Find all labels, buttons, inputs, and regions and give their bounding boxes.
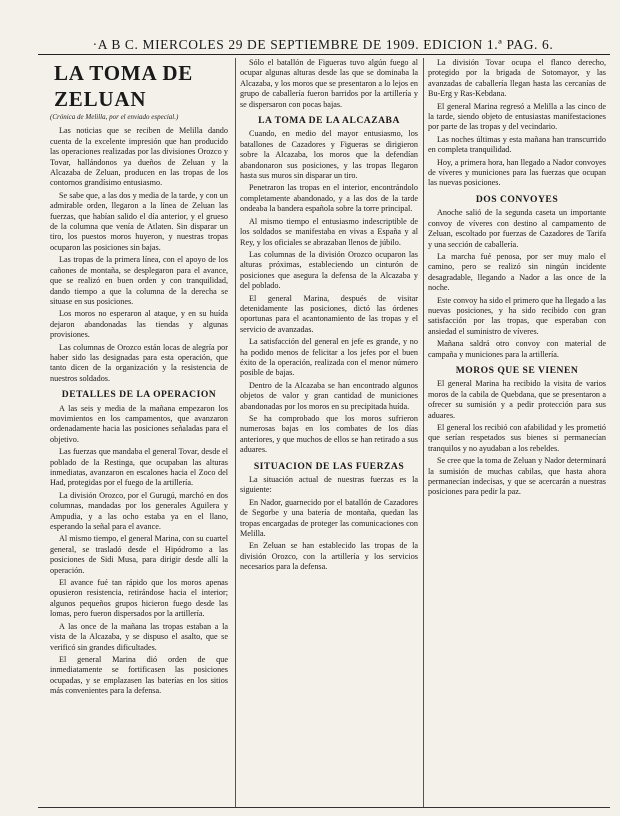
paragraph: Los moros no esperaron al ataque, y en su huída dejaron abandonadas las tiendas y algunas provisiones. bbox=[50, 309, 228, 340]
masthead: ·A B C. MIERCOLES 29 DE SEPTIEMBRE DE 1909. EDICION 1.ª PAG. 6. bbox=[92, 37, 554, 52]
column-divider bbox=[423, 58, 424, 808]
article-title: LA TOMA DE ZELUAN bbox=[54, 61, 194, 111]
paragraph: A las once de la mañana las tropas estaban a la vista de la Alcazaba, y se dispuso el asalto, que se verificó sin grandes dificultades. bbox=[50, 621, 228, 652]
paragraph: El general Marina ha recibido la visita de varios moros de la cabila de Quebdana, que se presentaron a ofrecer su sumisión y a pedir protección para sus aduares. bbox=[428, 379, 606, 420]
paragraph: El avance fué tan rápido que los moros apenas opusieron resistencia, retirándose hacia el interior; algunos pequeños grupos hicieron fuego desde las lomas, pero fueron dispersados por la artillería. bbox=[50, 578, 228, 619]
article-byline: (Crónica de Melilla, por el enviado especial.) bbox=[50, 113, 179, 121]
paragraph: La división Tovar ocupa el flanco derecho, protegido por la brigada de Sotomayor, y las avanzadas de caballería llegan hasta las cercanías de Bu-Erg y Ras-Kebdana. bbox=[428, 58, 606, 99]
paragraph: La división Orozco, por el Gurugú, marchó en dos columnas, mandadas por los generales Aguilera y Ampudia, y a las ocho estaba ya en el llano, esperando la señal para el avance. bbox=[50, 490, 228, 532]
paragraph: Se sabe que, a las dos y media de la tarde, y con un admirable orden, llegaron a la línea de Zeluan las fuerzas, que habían salido el día anterior, y el grueso de la columna que venía de Atlaten. Sin disparar un tiro, los puestos moros huyeron, y nuestras tropas ocuparon las posiciones sin bajas. bbox=[50, 190, 228, 252]
masthead-rule bbox=[38, 54, 610, 55]
paragraph: Las tropas de la primera línea, con el apoyo de los cañones de montaña, se desplegaron para el avance, que se realizó en buen orden y con tranquilidad, dando tiempo a que la columna de la derecha se situase en sus posiciones. bbox=[50, 255, 228, 306]
paragraph: La marcha fué penosa, por ser muy malo el camino, pero se realizó sin ningún incidente desagradable, llegando a Nador a las once de la noche. bbox=[428, 251, 606, 293]
section-heading: DETALLES DE LA OPERACION bbox=[61, 389, 217, 401]
paragraph: El general los recibió con afabilidad y les prometió que serían respetados sus bienes si permanecían tranquilos y no ayudaban a los rebeldes. bbox=[428, 423, 606, 453]
paragraph: Hoy, a primera hora, han llegado a Nador convoyes de víveres y municiones para las fuerzas que ocupan las nuevas posiciones. bbox=[428, 157, 606, 188]
paragraph: Sólo el batallón de Figueras tuvo algún fuego al ocupar algunas alturas desde las que se dominaba la Alcazaba, y los moros que se presentaron a lo lejos en grupo de caballería fueron barridos por la artillería y se dispersaron con pocas bajas. bbox=[240, 58, 418, 109]
paragraph: Dentro de la Alcazaba se han encontrado algunos objetos de valor y gran cantidad de municiones abandonadas por los moros en su precipitada huída. bbox=[240, 380, 418, 411]
paragraph: El general Marina, después de visitar detenidamente las posiciones, dictó las órdenes oportunas para el acantonamiento de las tropas y el servicio de avanzadas. bbox=[240, 293, 418, 334]
column-1 bbox=[50, 58, 228, 806]
paragraph: Las columnas de Orozco están locas de alegría por haber sido las designadas para esta operación, que tanto dicen de la organización y la resistencia de nuestros soldados. bbox=[50, 342, 228, 383]
paragraph: En Zeluan se han establecido las tropas de la división Orozco, con la artillería y los servicios necesarios para la defensa. bbox=[240, 541, 418, 572]
paragraph: Las noches últimas y esta mañana han transcurrido en completa tranquilidad. bbox=[428, 134, 606, 155]
paragraph: Cuando, en medio del mayor entusiasmo, los batallones de Cazadores y Figueras se dirigieron sobre la Alcazaba, los moros que la defendían abandonaron sus posiciones, y las tropas llegaron hasta sus muros sin disparar un tiro. bbox=[240, 129, 418, 181]
paragraph: Anoche salió de la segunda caseta un importante convoy de víveres con destino al campamento de Zeluan, escoltado por fuerzas de Cazadores de Tarifa y una sección de caballería. bbox=[428, 208, 606, 249]
paragraph: Se ha comprobado que los moros sufrieron numerosas bajas en los combates de los días anteriores, y que muchos de ellos se han retirado a sus aduares. bbox=[240, 414, 418, 455]
paragraph: Las columnas de la división Orozco ocuparon las alturas próximas, estableciendo un cinturón de posiciones que asegura la defensa de la Alcazaba y del poblado. bbox=[240, 249, 418, 291]
paragraph: La satisfacción del general en jefe es grande, y no ha podido menos de felicitar a los jefes por el buen éxito de la operación, realizada con el menor número posible de bajas. bbox=[240, 337, 418, 378]
section-heading: MOROS QUE SE VIENEN bbox=[455, 364, 579, 376]
paragraph: Mañana saldrá otro convoy con material de campaña y municiones para la artillería. bbox=[428, 339, 606, 359]
paragraph: Al mismo tiempo, el general Marina, con su cuartel general, se trasladó desde el Hipódromo a las posiciones de Sidi Musa, para dirigir desde allí la operación. bbox=[50, 534, 228, 575]
column-2 bbox=[240, 58, 418, 806]
paragraph: Al mismo tiempo el entusiasmo indescriptible de los soldados se manifestaba en vivas a España y al Rey, y los oficiales se abrazaban llenos de júbilo. bbox=[240, 216, 418, 247]
paragraph: Este convoy ha sido el primero que ha llegado a las nuevas posiciones, y ha sido recibido con gran satisfacción por las tropas, que esperaban con ansiedad el suministro de víveres. bbox=[428, 295, 606, 336]
paragraph: Se cree que la toma de Zeluan y Nador determinará la sumisión de muchas cabilas, que hasta ahora permanecían indecisas, y que se acercarán a nuestras posiciones para pedir la paz. bbox=[428, 456, 606, 497]
paragraph: En Nador, guarnecido por el batallón de Cazadores de Segorbe y una batería de montaña, quedan las tropas encargadas de proteger las comunicaciones con Melilla. bbox=[240, 497, 418, 539]
paragraph: El general Marina dió orden de que inmediatamente se fortificasen las posiciones ocupadas, y se emplazasen las baterías en los sitios más convenientes para la defensa. bbox=[50, 654, 228, 696]
column-divider bbox=[235, 58, 236, 808]
paragraph: El general Marina regresó a Melilla a las cinco de la tarde, siendo objeto de entusiastas manifestaciones por parte de las tropas y del vecindario. bbox=[428, 101, 606, 132]
paragraph: A las seis y media de la mañana empezaron los movimientos en los campamentos, que avanzaron ordenadamente hacia las posiciones señaladas para el objetivo. bbox=[50, 403, 228, 444]
paragraph: Las noticias que se reciben de Melilla dando cuenta de la excelente impresión que han producido las operaciones realizadas por las divisiones Orozco y Tovar, hallándonos ya dueños de Zeluan y la Alcazaba de Zeluan, producen en las tropas de los contornos grandísimo entusiasmo. bbox=[50, 126, 228, 188]
bottom-rule bbox=[38, 807, 610, 808]
section-heading: SITUACION DE LAS FUERZAS bbox=[253, 460, 405, 472]
paragraph: La situación actual de nuestras fuerzas es la siguiente: bbox=[240, 475, 418, 495]
paragraph: Penetraron las tropas en el interior, encontrándolo completamente abandonado, y a las dos de la tarde ondeaba la bandera española sobre la torre principal. bbox=[240, 183, 418, 214]
column-3 bbox=[428, 58, 606, 806]
section-heading: LA TOMA DE LA ALCAZABA bbox=[258, 115, 400, 127]
section-heading: DOS CONVOYES bbox=[475, 193, 559, 205]
paragraph: Las fuerzas que mandaba el general Tovar, desde el poblado de la Restinga, que ocupaban las alturas inmediatas, avanzaron en escalones hacia el Zoco del Had, protegidas por el fuego de la artillería. bbox=[50, 447, 228, 488]
